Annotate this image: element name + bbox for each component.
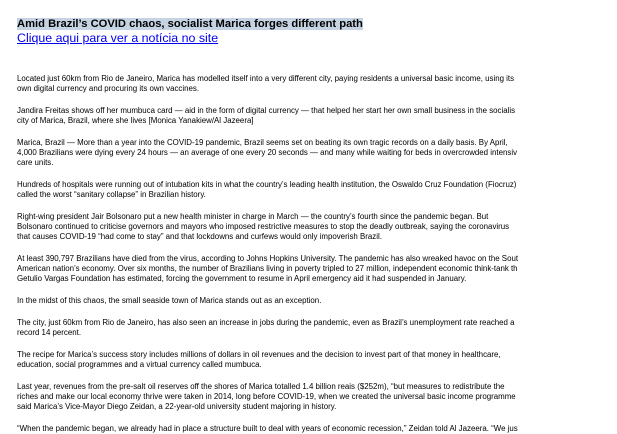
- article-paragraph: [17, 318, 617, 338]
- article-paragraph: [17, 180, 617, 200]
- paragraph-line: that causes COVID-19 “had come to stay” and that lockdowns and curfews would only impoverish Brazil.: [17, 232, 382, 241]
- paragraph-line: city of Marica, Brazil, where she lives [Monica Yanakiew/Al Jazeera]: [17, 116, 254, 125]
- paragraph-line: Marica, Brazil — More than a year into the COVID-19 pandemic, Brazil seems set on beating its own tragic records on a daily basis. By April,: [17, 138, 508, 147]
- article-headline: [17, 17, 363, 31]
- view-source-link[interactable]: Clique aqui para ver a notícia no site: [17, 31, 219, 45]
- paragraph-line: Located just 60km from Rio de Janeiro, Marica has modelled itself into a very different city, paying residents a universal basic income, using its: [17, 74, 515, 83]
- paragraph-line: called the worst “sanitary collapse” in Brazilian history.: [17, 190, 206, 199]
- article-paragraph: [17, 212, 617, 242]
- headline-highlight: Amid Brazil’s COVID chaos, socialist Marica forges different path: [17, 18, 363, 30]
- article-paragraph: [17, 254, 617, 284]
- paragraph-line: Right-wing president Jair Bolsonaro put a new health minister in charge in March — the country’s fourth since the pandemic began. But: [17, 212, 489, 221]
- paragraph-line: riches and make our local economy thrive were taken in 2014, long before COVID-19, when we created the universal basic income programme: [17, 392, 516, 401]
- paragraph-line: At least 390,797 Brazilians have died from the virus, according to Johns Hopkins University. The pandemic has also wreaked havoc on the Sout: [17, 254, 519, 263]
- article-paragraph: [17, 106, 617, 126]
- paragraph-line: Bolsonaro continued to criticise governors and mayors who imposed restrictive measures to stop the deadly outbreak, saying the coronavirus: [17, 222, 510, 231]
- paragraph-line: American nation’s economy. Over six months, the number of Brazilians living in poverty tripled to 27 million, independent economic think-tank th: [17, 264, 518, 273]
- article-paragraph: [17, 74, 617, 94]
- paragraph-line: education, social programmes and a virtual currency called mumbuca.: [17, 360, 262, 369]
- article-body: [17, 74, 617, 434]
- paragraph-line: In the midst of this chaos, the small seaside town of Marica stands out as an exception.: [17, 296, 322, 305]
- paragraph-line: own digital currency and procuring its own vaccines.: [17, 84, 200, 93]
- article-paragraph: [17, 138, 617, 168]
- paragraph-line: record 14 percent.: [17, 328, 82, 337]
- paragraph-line: The recipe for Marica’s success story includes millions of dollars in oil revenues and the decision to invest part of that money in healthcare,: [17, 350, 501, 359]
- article-paragraph: [17, 424, 617, 434]
- paragraph-line: Last year, revenues from the pre-salt oil reserves off the shores of Marica totalled 1.4 billion reais ($252m), “but measures to redistribute the: [17, 382, 505, 391]
- article-paragraph: [17, 296, 617, 306]
- paragraph-line: Jandira Freitas shows off her mumbuca card — aid in the form of digital currency — that helped her start her own small business in the socialis: [17, 106, 516, 115]
- paragraph-line: care units.: [17, 158, 54, 167]
- paragraph-line: The city, just 60km from Rio de Janeiro, has also seen an increase in jobs during the pandemic, even as Brazil’s unemployment rate reached a: [17, 318, 515, 327]
- paragraph-line: Getulio Vargas Foundation has estimated, forcing the government to resume in April emergency aid it had suspended in January.: [17, 274, 467, 283]
- paragraph-line: “When the pandemic began, we already had in place a structure built to deal with years of economic recession,” Zeidan told Al Jazeera. “We jus: [17, 424, 518, 433]
- article-paragraph: [17, 350, 617, 370]
- article-paragraph: [17, 382, 617, 412]
- paragraph-line: Hundreds of hospitals were running out of intubation kits in what the country’s leading health institution, the Oswaldo Cruz Foundation (Fiocruz): [17, 180, 517, 189]
- paragraph-line: said Marica’s Vice-Mayor Diego Zeidan, a 22-year-old university student majoring in history.: [17, 402, 337, 411]
- paragraph-line: 4,000 Brazilians were dying every 24 hours — an average of one every 20 seconds — and many while waiting for beds in overcrowded intensiv: [17, 148, 518, 157]
